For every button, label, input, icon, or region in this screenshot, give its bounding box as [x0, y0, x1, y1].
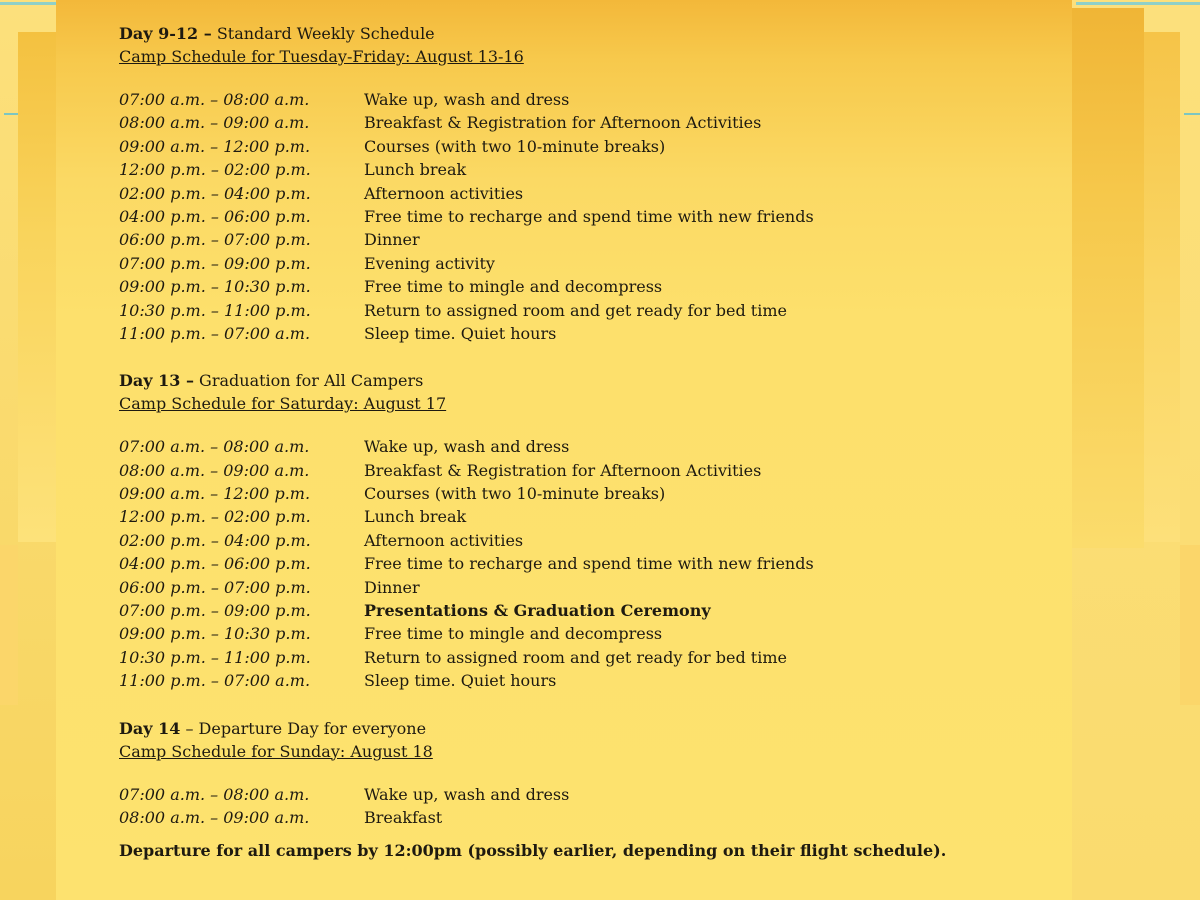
activity: Courses (with two 10-minute breaks) [364, 484, 666, 504]
time-range: 07:00 p.m. – 09:00 p.m. [119, 601, 311, 621]
activity: Free time to recharge and spend time with new friends [364, 206, 814, 226]
activity: Return to assigned room and get ready for bed time [364, 647, 787, 667]
teal-rule-right [1076, 2, 1200, 5]
section-heading [119, 717, 1059, 740]
schedule-row [119, 252, 1059, 275]
schedule-row [119, 459, 1059, 482]
time-range: 09:00 a.m. – 12:00 p.m. [119, 484, 311, 504]
teal-rule-left [0, 2, 56, 5]
time-range: 02:00 p.m. – 04:00 p.m. [119, 183, 311, 203]
activity: Afternoon activities [364, 530, 524, 550]
teal-tick-left [4, 113, 18, 115]
schedule-row [119, 322, 1059, 345]
activity: Evening activity [364, 253, 495, 273]
activity: Afternoon activities [364, 183, 524, 203]
activity: Breakfast & Registration for Afternoon Activities [364, 113, 762, 133]
activity: Dinner [364, 230, 420, 250]
teal-tick-right [1184, 113, 1200, 115]
day-name: Graduation for All Campers [199, 371, 424, 391]
day-name: – Departure Day for everyone [185, 718, 427, 738]
section-subtitle: Camp Schedule for Saturday: August 17 [119, 394, 447, 414]
day-label: Day 9-12 – [119, 24, 212, 43]
schedule-row [119, 646, 1059, 669]
activity: Wake up, wash and dress [364, 90, 570, 109]
activity: Free time to mingle and decompress [364, 624, 663, 644]
time-range: 08:00 a.m. – 09:00 a.m. [119, 460, 310, 480]
time-range: 09:00 p.m. – 10:30 p.m. [119, 277, 311, 297]
schedule-row [119, 529, 1059, 552]
schedule-row [119, 299, 1059, 322]
time-range: 07:00 p.m. – 09:00 p.m. [119, 253, 311, 273]
activity: Sleep time. Quiet hours [364, 323, 557, 343]
schedule-row [119, 552, 1059, 575]
day-name: Standard Weekly Schedule [216, 24, 435, 43]
time-range: 12:00 p.m. – 02:00 p.m. [119, 507, 311, 527]
time-range: 09:00 a.m. – 12:00 p.m. [119, 136, 311, 156]
schedule-row [119, 275, 1059, 298]
background-right-strip [1072, 8, 1144, 548]
time-range: 07:00 a.m. – 08:00 a.m. [119, 437, 310, 457]
schedule-row [119, 205, 1059, 228]
activity: Return to assigned room and get ready for bed time [364, 300, 787, 320]
time-range: 09:00 p.m. – 10:30 p.m. [119, 624, 311, 644]
activity-ceremony: Presentations & Graduation Ceremony [364, 601, 711, 621]
section-subtitle: Camp Schedule for Tuesday-Friday: August 13-16 [119, 47, 524, 66]
activity: Sleep time. Quiet hours [364, 671, 557, 691]
time-range: 12:00 p.m. – 02:00 p.m. [119, 160, 311, 180]
activity: Lunch break [364, 507, 467, 527]
day-label: Day 13 – [119, 371, 194, 391]
activity: Free time to mingle and decompress [364, 277, 663, 297]
time-range: 02:00 p.m. – 04:00 p.m. [119, 530, 311, 550]
schedule-row [119, 88, 1059, 111]
day-label: Day 14 [119, 718, 181, 738]
background-right-strip-outer [1144, 32, 1180, 542]
activity: Breakfast [364, 807, 443, 827]
schedule-row [119, 783, 1059, 806]
schedule-row [119, 669, 1059, 692]
time-range: 10:30 p.m. – 11:00 p.m. [119, 647, 311, 667]
schedule-row [119, 576, 1059, 599]
time-range: 07:00 a.m. – 08:00 a.m. [119, 90, 310, 109]
background-lower-left [0, 545, 18, 705]
time-range: 08:00 a.m. – 09:00 a.m. [119, 113, 310, 133]
background-left-strip [18, 32, 56, 542]
time-range: 11:00 p.m. – 07:00 a.m. [119, 323, 311, 343]
time-range: 04:00 p.m. – 06:00 p.m. [119, 554, 311, 574]
background-lower-right [1180, 545, 1200, 705]
schedule-content [119, 22, 1059, 862]
activity: Breakfast & Registration for Afternoon Activities [364, 460, 762, 480]
time-range: 04:00 p.m. – 06:00 p.m. [119, 206, 311, 226]
activity: Wake up, wash and dress [364, 784, 570, 804]
time-range: 06:00 p.m. – 07:00 p.m. [119, 230, 311, 250]
schedule-row [119, 482, 1059, 505]
section-subtitle: Camp Schedule for Sunday: August 18 [119, 741, 433, 761]
time-range: 11:00 p.m. – 07:00 a.m. [119, 671, 311, 691]
activity: Free time to recharge and spend time with new friends [364, 554, 814, 574]
activity: Wake up, wash and dress [364, 437, 570, 457]
schedule-row [119, 435, 1059, 458]
schedule-row [119, 228, 1059, 251]
activity: Lunch break [364, 160, 467, 180]
time-range: 08:00 a.m. – 09:00 a.m. [119, 807, 310, 827]
section-heading [119, 22, 1059, 45]
activity: Courses (with two 10-minute breaks) [364, 136, 666, 156]
time-range: 10:30 p.m. – 11:00 p.m. [119, 300, 311, 320]
departure-note: Departure for all campers by 12:00pm (possibly earlier, depending on their flight schedule). [119, 841, 947, 861]
activity: Dinner [364, 577, 420, 597]
schedule-row [119, 135, 1059, 158]
schedule-row [119, 806, 1059, 829]
time-range: 06:00 p.m. – 07:00 p.m. [119, 577, 311, 597]
schedule-row [119, 111, 1059, 134]
schedule-row [119, 505, 1059, 528]
time-range: 07:00 a.m. – 08:00 a.m. [119, 784, 310, 804]
schedule-row [119, 182, 1059, 205]
schedule-row [119, 158, 1059, 181]
schedule-row [119, 622, 1059, 645]
schedule-row-highlight [119, 599, 1059, 622]
section-heading [119, 369, 1059, 392]
